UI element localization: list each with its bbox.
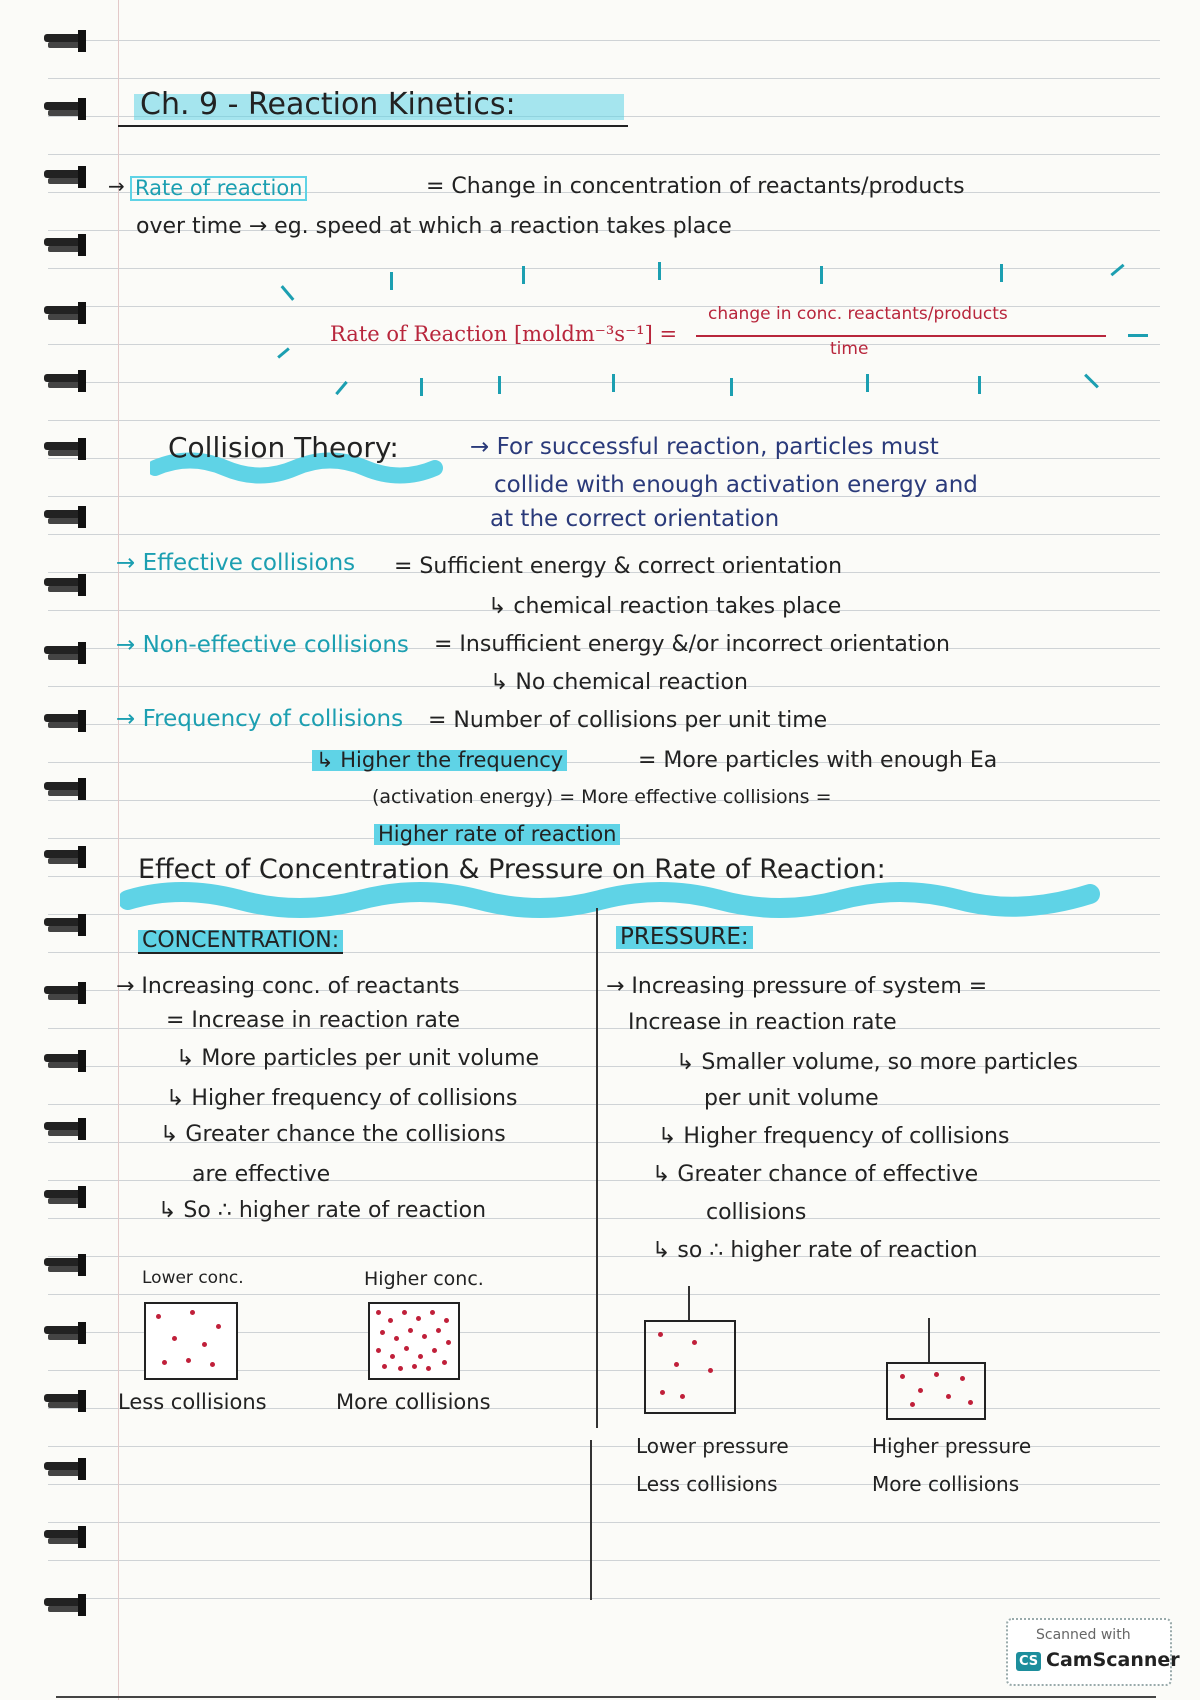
non-effective-sub: ↳ No chemical reaction (490, 670, 748, 695)
concentration-heading: CONCENTRATION: (138, 930, 343, 954)
spiral-ring (42, 708, 90, 734)
spiral-ring (42, 912, 90, 938)
bottom-edge-line (56, 1696, 1156, 1698)
lower-conc-label: Lower conc. (142, 1268, 244, 1288)
ruled-line (48, 534, 1160, 535)
effective-def: = Sufficient energy & correct orientation (394, 554, 843, 579)
pressure-line-0: → Increasing pressure of system = (606, 974, 988, 999)
collision-line1: → For successful reaction, particles must (470, 434, 939, 460)
concentration-line-4: ↳ Greater chance the collisions (160, 1122, 506, 1147)
ruled-line (48, 1560, 1160, 1561)
spiral-ring (42, 980, 90, 1006)
concentration-line-0: → Increasing conc. of reactants (116, 974, 460, 999)
collision-line2: collide with enough activation energy and (494, 472, 978, 498)
higher-conc-label: Higher conc. (364, 1268, 484, 1290)
ruled-line (48, 420, 1160, 421)
page-title: Ch. 9 - Reaction Kinetics: (140, 87, 516, 122)
lower-pressure-label: Lower pressure (636, 1434, 789, 1458)
column-divider (596, 908, 598, 1428)
spiral-ring (42, 1252, 90, 1278)
ruled-line (48, 1598, 1160, 1599)
concentration-line-5: are effective (192, 1162, 331, 1187)
effective-sub: ↳ chemical reaction takes place (488, 594, 842, 619)
spiral-ring (42, 572, 90, 598)
rate-term: Rate of reaction (130, 176, 307, 201)
spiral-ring (42, 232, 90, 258)
concentration-line-6: ↳ So ∴ higher rate of reaction (158, 1198, 487, 1223)
collision-line3: at the correct orientation (490, 506, 780, 532)
ruled-line (48, 154, 1160, 155)
ruled-line (48, 40, 1160, 41)
spiral-ring (42, 1456, 90, 1482)
frequency-sub2: (activation energy) = More effective collisions = (372, 786, 832, 808)
collision-heading: Collision Theory: (168, 431, 399, 464)
spiral-ring (42, 28, 90, 54)
spiral-ring (42, 1524, 90, 1550)
non-effective-def: = Insufficient energy &/or incorrect orientation (434, 632, 950, 657)
pressure-line-7: ↳ so ∴ higher rate of reaction (652, 1238, 978, 1263)
ruled-line (48, 78, 1160, 79)
spiral-ring (42, 436, 90, 462)
pressure-line-5: ↳ Greater chance of effective (652, 1162, 979, 1187)
spiral-ring (42, 368, 90, 394)
higher-pressure-caption: More collisions (872, 1472, 1020, 1496)
pressure-heading: PRESSURE: (616, 926, 753, 949)
camscanner-watermark (1006, 1618, 1180, 1686)
lower-conc-diagram (144, 1302, 238, 1380)
formula-denominator: time (830, 339, 869, 359)
concentration-line-3: ↳ Higher frequency of collisions (166, 1086, 518, 1111)
title-underline (118, 125, 628, 127)
non-effective-term: → Non-effective collisions (116, 632, 409, 658)
pressure-line-2: ↳ Smaller volume, so more particles (676, 1050, 1078, 1075)
frequency-sub1-rest: = More particles with enough Ea (638, 748, 998, 773)
effect-heading: Effect of Concentration & Pressure on Rate of Reaction: (138, 854, 886, 885)
rate-arrow: → (108, 174, 125, 198)
column-divider-lower (590, 1440, 592, 1600)
spiral-ring (42, 96, 90, 122)
pressure-line-4: ↳ Higher frequency of collisions (658, 1124, 1010, 1149)
formula-numerator: change in conc. reactants/products (708, 304, 1008, 324)
pressure-line-3: per unit volume (704, 1086, 879, 1111)
spiral-ring (42, 844, 90, 870)
spiral-ring (42, 504, 90, 530)
spiral-ring (42, 300, 90, 326)
ruled-line (48, 382, 1160, 383)
more-collisions-caption: More collisions (336, 1390, 491, 1414)
scanner-brand: CamScanner (1046, 1649, 1180, 1671)
higher-pressure-label: Higher pressure (872, 1434, 1032, 1458)
camscanner-logo-icon: CS (1016, 1652, 1041, 1671)
spiral-ring (42, 1592, 90, 1618)
spiral-ring (42, 776, 90, 802)
frequency-def: = Number of collisions per unit time (428, 708, 828, 733)
effective-term: → Effective collisions (116, 550, 356, 576)
concentration-line-1: = Increase in reaction rate (166, 1008, 461, 1033)
spiral-ring (42, 164, 90, 190)
frequency-term: → Frequency of collisions (116, 706, 404, 732)
formula-fraction-bar (696, 335, 1106, 337)
scanner-line1: Scanned with (1036, 1627, 1131, 1643)
ruled-line (48, 1522, 1160, 1523)
less-collisions-caption: Less collisions (118, 1390, 267, 1414)
higher-conc-diagram (368, 1302, 460, 1380)
spiral-ring (42, 640, 90, 666)
ruled-line (48, 268, 1160, 269)
formula-left: Rate of Reaction [moldm⁻³s⁻¹] = (330, 322, 678, 346)
frequency-sub1-highlight: ↳ Higher the frequency (312, 750, 567, 771)
spiral-ring (42, 1048, 90, 1074)
frequency-sub3: Higher rate of reaction (374, 824, 620, 845)
spiral-ring (42, 1184, 90, 1210)
rate-def-line1: = Change in concentration of reactants/products (426, 174, 965, 199)
pressure-line-1: Increase in reaction rate (628, 1010, 897, 1035)
spiral-ring (42, 1388, 90, 1414)
ruled-line (48, 1256, 1160, 1257)
rate-def-line2: over time → eg. speed at which a reaction takes place (136, 214, 732, 239)
concentration-line-2: ↳ More particles per unit volume (176, 1046, 540, 1071)
spiral-ring (42, 1320, 90, 1346)
lower-pressure-caption: Less collisions (636, 1472, 778, 1496)
pressure-line-6: collisions (706, 1200, 807, 1225)
spiral-ring (42, 1116, 90, 1142)
margin-line (118, 0, 119, 1700)
ruled-line (48, 1294, 1160, 1295)
